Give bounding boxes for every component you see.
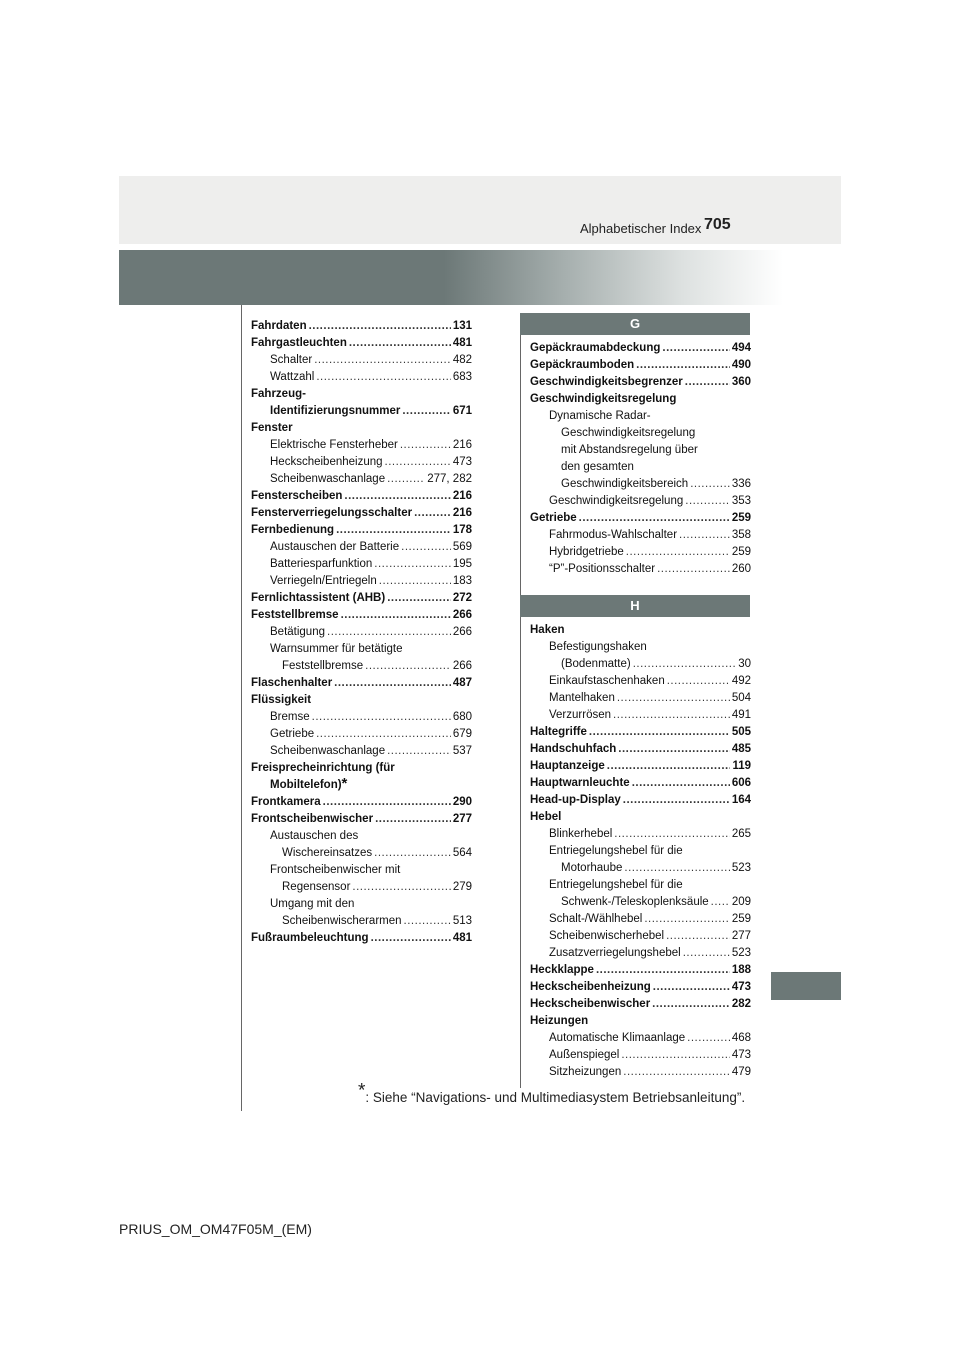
entry-page: 336 <box>731 478 751 490</box>
dot-leader <box>685 374 730 391</box>
index-entry <box>530 622 751 639</box>
entry-term: “P”-Positionsschalter <box>549 563 656 575</box>
entry-term: mit Abstandsregelung über <box>561 444 698 456</box>
entry-page: 290 <box>452 796 472 808</box>
index-entry <box>251 352 472 369</box>
index-entry <box>530 510 751 527</box>
dot-leader <box>613 707 730 724</box>
entry-page: 188 <box>731 964 751 976</box>
dot-leader <box>632 775 730 792</box>
index-entry <box>251 930 472 947</box>
dot-leader <box>385 454 451 471</box>
index-entry <box>251 590 472 607</box>
entry-page: 606 <box>731 777 751 789</box>
index-entry <box>251 896 472 913</box>
index-entry <box>530 826 751 843</box>
entry-term: Schalter <box>270 354 313 366</box>
index-entry <box>530 408 751 425</box>
dot-leader <box>365 658 451 675</box>
entry-page: 216 <box>452 439 472 451</box>
entry-page: 494 <box>731 342 751 354</box>
index-entry <box>530 758 751 775</box>
entry-page: 492 <box>731 675 751 687</box>
index-entry <box>530 476 751 493</box>
entry-term: Dynamische Radar- <box>549 410 651 422</box>
entry-page: 30 <box>738 658 751 670</box>
entry-term: Fensterscheiben <box>251 490 343 502</box>
entry-term: Scheibenwaschanlage <box>270 473 386 485</box>
entry-term: Scheibenwischerhebel <box>549 930 665 942</box>
footnote <box>358 1080 746 1105</box>
entry-page: 277 <box>731 930 751 942</box>
entry-page: 279 <box>452 881 472 893</box>
index-entry <box>251 369 472 386</box>
index-entry <box>251 828 472 845</box>
dot-leader <box>636 357 730 374</box>
dot-leader <box>414 505 451 522</box>
entry-page: 473 <box>452 456 472 468</box>
dot-leader <box>690 476 730 493</box>
section-header-g: G <box>520 313 750 335</box>
index-entry <box>530 561 751 578</box>
entry-term: Austauschen der Batterie <box>270 541 400 553</box>
page-number: 705 <box>704 216 731 233</box>
index-entry <box>530 843 751 860</box>
entry-page: 178 <box>452 524 472 536</box>
index-side-tab <box>771 972 841 1000</box>
entry-page: 491 <box>731 709 751 721</box>
entry-term: Austauschen des <box>270 830 359 842</box>
dot-leader <box>371 930 451 947</box>
entry-term: Verriegeln/Entriegeln <box>270 575 377 587</box>
index-entry <box>251 845 472 862</box>
entry-term: Befestigungshaken <box>549 641 647 653</box>
dot-leader <box>652 996 730 1013</box>
entry-term: Frontscheibenwischer <box>251 813 374 825</box>
dot-leader <box>607 758 731 775</box>
index-entry <box>530 357 751 374</box>
entry-page: 537 <box>452 745 472 757</box>
entry-term: den gesamten <box>561 461 634 473</box>
entry-page: 259 <box>731 546 751 558</box>
index-entry <box>530 1047 751 1064</box>
entry-term: Betätigung <box>270 626 325 638</box>
dot-leader <box>352 879 450 896</box>
entry-term: Elektrische Fensterheber <box>270 439 398 451</box>
dot-leader <box>679 527 730 544</box>
index-entry <box>530 945 751 962</box>
index-entry <box>530 442 751 459</box>
dot-leader <box>596 962 730 979</box>
index-entry <box>530 1030 751 1047</box>
dot-leader <box>374 845 451 862</box>
entry-page: 683 <box>452 371 472 383</box>
dot-leader <box>327 624 451 641</box>
index-entry <box>530 544 751 561</box>
entry-page: 282 <box>731 998 751 1010</box>
index-entry <box>251 335 472 352</box>
dot-leader <box>621 1047 729 1064</box>
entry-term: Feststellbremse <box>282 660 364 672</box>
index-entry <box>251 794 472 811</box>
entry-term: Warnsummer für betätigte <box>270 643 403 655</box>
entry-page: 473 <box>731 1049 751 1061</box>
index-entry <box>530 673 751 690</box>
entry-term: Gepäckraumboden <box>530 359 635 371</box>
index-entry <box>530 809 751 826</box>
entry-page: 523 <box>731 862 751 874</box>
dot-leader <box>401 539 451 556</box>
index-entry <box>251 403 472 420</box>
dot-leader <box>633 656 737 673</box>
entry-page: 266 <box>452 609 472 621</box>
entry-term: Fahrmodus-Wahlschalter <box>549 529 678 541</box>
index-entry <box>530 374 751 391</box>
index-entry <box>530 425 751 442</box>
dot-leader <box>579 510 730 527</box>
dot-leader <box>387 471 425 488</box>
footnote-text: : Siehe “Navigations- und Multimediasystem Betriebsanleitung”. <box>365 1090 746 1105</box>
entry-term: Haken <box>530 624 565 636</box>
index-entry <box>530 707 751 724</box>
entry-term: Fernbedienung <box>251 524 335 536</box>
entry-term: Haltegriffe <box>530 726 587 738</box>
index-entry <box>251 811 472 828</box>
index-entry <box>530 656 751 673</box>
dot-leader <box>309 318 451 335</box>
index-entry <box>251 913 472 930</box>
entry-term: Frontkamera <box>251 796 321 808</box>
document-id: PRIUS_OM_OM47F05M_(EM) <box>119 1221 312 1237</box>
entry-term: Fernlichtassistent (AHB) <box>251 592 386 604</box>
index-entry <box>530 1064 751 1081</box>
entry-term: Wischereinsatzes <box>282 847 373 859</box>
index-entry <box>251 743 472 760</box>
entry-term: Scheibenwischerarmen <box>282 915 402 927</box>
dot-leader <box>404 913 451 930</box>
entry-page: 260 <box>731 563 751 575</box>
column-divider-left <box>241 305 242 1111</box>
page-header <box>119 176 841 244</box>
dot-leader <box>314 352 451 369</box>
dot-leader <box>644 911 729 928</box>
index-entry <box>251 454 472 471</box>
entry-term: Fahrgastleuchten <box>251 337 347 349</box>
entry-term: Verzurrösen <box>549 709 612 721</box>
dot-leader <box>687 1030 730 1047</box>
entry-term: Mobiltelefon) <box>270 779 342 791</box>
index-entry <box>530 493 751 510</box>
index-entry <box>251 437 472 454</box>
entry-term: Geschwindigkeitsregelung <box>549 495 684 507</box>
entry-term: Frontscheibenwischer mit <box>270 864 401 876</box>
entry-term: Fensterverriegelungsschalter <box>251 507 413 519</box>
entry-page: 481 <box>452 337 472 349</box>
index-entry <box>251 556 472 573</box>
entry-term: Getriebe <box>530 512 577 524</box>
entry-page: 473 <box>731 981 751 993</box>
entry-page: 353 <box>731 495 751 507</box>
entry-page: 504 <box>731 692 751 704</box>
entry-page: 468 <box>731 1032 751 1044</box>
entry-term: Identifizierungsnummer <box>270 405 401 417</box>
entry-page: 358 <box>731 529 751 541</box>
index-column-right-g <box>530 340 751 578</box>
dot-leader <box>618 741 730 758</box>
entry-term: Einkaufstaschenhaken <box>549 675 665 687</box>
index-entry <box>251 624 472 641</box>
index-entry <box>530 894 751 911</box>
entry-page: 164 <box>731 794 751 806</box>
index-entry <box>251 505 472 522</box>
entry-page: 183 <box>452 575 472 587</box>
dot-leader <box>379 573 451 590</box>
dot-leader <box>623 1064 730 1081</box>
entry-term: Schwenk-/Teleskoplenksäule <box>561 896 709 908</box>
dot-leader <box>402 403 450 420</box>
dot-leader <box>334 675 451 692</box>
index-entry: Mobiltelefon) * <box>270 775 348 792</box>
dot-leader <box>316 726 451 743</box>
dot-leader <box>336 522 451 539</box>
index-entry <box>530 911 751 928</box>
index-entry <box>530 860 751 877</box>
dot-leader <box>400 437 451 454</box>
entry-page: 482 <box>452 354 472 366</box>
entry-page: 266 <box>452 660 472 672</box>
dot-leader <box>375 811 451 828</box>
section-header-h: H <box>520 595 750 617</box>
index-entry <box>251 522 472 539</box>
entry-term: Batteriesparfunktion <box>270 558 373 570</box>
index-entry <box>530 724 751 741</box>
entry-term: Getriebe <box>270 728 315 740</box>
dot-leader <box>614 826 730 843</box>
dot-leader <box>653 979 730 996</box>
entry-term: Fahrdaten <box>251 320 307 332</box>
entry-term: Geschwindigkeitsbereich <box>561 478 689 490</box>
index-column-left <box>251 318 472 947</box>
entry-term: Umgang mit den <box>270 898 355 910</box>
index-entry <box>530 527 751 544</box>
entry-page: 209 <box>731 896 751 908</box>
entry-page: 680 <box>452 711 472 723</box>
index-entry <box>530 340 751 357</box>
index-entry <box>251 641 472 658</box>
index-entry <box>530 877 751 894</box>
dot-leader <box>666 928 730 945</box>
index-entry <box>530 639 751 656</box>
entry-page: 266 <box>452 626 472 638</box>
entry-term: Heizungen <box>530 1015 589 1027</box>
entry-term: Sitzheizungen <box>549 1066 622 1078</box>
index-entry <box>530 962 751 979</box>
dot-leader <box>626 544 730 561</box>
entry-term: Fußraumbeleuchtung <box>251 932 369 944</box>
index-entry <box>530 1013 751 1030</box>
entry-page: 360 <box>731 376 751 388</box>
dot-leader <box>662 340 729 357</box>
entry-page: 265 <box>731 828 751 840</box>
index-entry <box>530 391 751 408</box>
entry-page: 671 <box>452 405 472 417</box>
entry-page: 490 <box>731 359 751 371</box>
entry-term: Heckscheibenheizung <box>270 456 383 468</box>
entry-page: 216 <box>452 507 472 519</box>
entry-term: Hybridgetriebe <box>549 546 624 558</box>
entry-term: Head-up-Display <box>530 794 621 806</box>
index-entry <box>530 775 751 792</box>
index-entry <box>251 573 472 590</box>
index-entry <box>251 692 472 709</box>
dot-leader <box>374 556 451 573</box>
index-entry <box>251 420 472 437</box>
entry-page: 259 <box>731 512 751 524</box>
index-entry <box>530 741 751 758</box>
footnote-mark: * <box>358 1080 366 1102</box>
entry-term: Hauptwarnleuchte <box>530 777 630 789</box>
entry-page: 513 <box>452 915 472 927</box>
entry-page: 564 <box>452 847 472 859</box>
entry-term: Flaschenhalter <box>251 677 333 689</box>
entry-term: Wattzahl <box>270 371 315 383</box>
index-entry <box>251 318 472 335</box>
entry-term: Blinkerhebel <box>549 828 613 840</box>
header-band <box>119 250 841 305</box>
entry-page: 216 <box>452 490 472 502</box>
entry-page: 195 <box>452 558 472 570</box>
dot-leader <box>349 335 451 352</box>
dot-leader <box>589 724 730 741</box>
index-entry <box>251 879 472 896</box>
index-entry <box>530 792 751 809</box>
index-entry <box>251 675 472 692</box>
entry-term: Freisprecheinrichtung (für <box>251 762 395 774</box>
index-entry <box>251 488 472 505</box>
entry-term: Heckscheibenheizung <box>530 981 651 993</box>
entry-term: Fahrzeug- <box>251 388 306 400</box>
index-column-right-h <box>530 622 751 1081</box>
entry-page: 487 <box>452 677 472 689</box>
index-entry <box>251 726 472 743</box>
entry-page: 569 <box>452 541 472 553</box>
dot-leader <box>387 590 451 607</box>
index-entry <box>530 459 751 476</box>
dot-leader <box>387 743 451 760</box>
index-entry <box>530 690 751 707</box>
entry-term: Geschwindigkeitsregelung <box>561 427 696 439</box>
entry-page: 679 <box>452 728 472 740</box>
entry-term: Flüssigkeit <box>251 694 312 706</box>
entry-term: Motorhaube <box>561 862 623 874</box>
dot-leader <box>624 860 729 877</box>
index-entry <box>251 471 472 488</box>
index-entry <box>530 928 751 945</box>
entry-page: 523 <box>731 947 751 959</box>
dot-leader <box>316 369 451 386</box>
entry-term: Automatische Klimaanlage <box>549 1032 686 1044</box>
dot-leader <box>711 894 730 911</box>
entry-term: Geschwindigkeitsregelung <box>530 393 677 405</box>
entry-term: Scheibenwaschanlage <box>270 745 386 757</box>
dot-leader <box>685 493 730 510</box>
entry-page: 259 <box>731 913 751 925</box>
dot-leader <box>623 792 730 809</box>
entry-term: Heckscheibenwischer <box>530 998 651 1010</box>
entry-page: 479 <box>731 1066 751 1078</box>
entry-term: Hebel <box>530 811 562 823</box>
entry-page: 505 <box>731 726 751 738</box>
index-entry <box>251 862 472 879</box>
column-divider-right <box>520 335 521 1088</box>
index-entry <box>530 979 751 996</box>
dot-leader <box>683 945 730 962</box>
dot-leader <box>667 673 730 690</box>
entry-term: Zusatzverriegelungshebel <box>549 947 681 959</box>
entry-term: Entriegelungshebel für die <box>549 845 683 857</box>
entry-page: 272 <box>452 592 472 604</box>
entry-term: Feststellbremse <box>251 609 339 621</box>
entry-term: Handschuhfach <box>530 743 617 755</box>
dot-leader <box>323 794 451 811</box>
entry-page: 277 <box>452 813 472 825</box>
entry-term: (Bodenmatte) <box>561 658 631 670</box>
dot-leader <box>341 607 451 624</box>
index-entry <box>530 996 751 1013</box>
index-entry <box>251 760 472 777</box>
section-title: Alphabetischer Index <box>580 221 702 236</box>
entry-page: 277, 282 <box>427 473 472 485</box>
entry-page: 119 <box>732 760 751 772</box>
dot-leader <box>657 561 730 578</box>
index-entry <box>251 539 472 556</box>
entry-page: 485 <box>731 743 751 755</box>
dot-leader <box>617 690 730 707</box>
entry-term: Bremse <box>270 711 310 723</box>
entry-term: Schalt-/Wählhebel <box>549 913 643 925</box>
dot-leader <box>312 709 451 726</box>
index-entry <box>251 709 472 726</box>
entry-page: 131 <box>452 320 472 332</box>
index-entry <box>251 607 472 624</box>
entry-term: Außenspiegel <box>549 1049 620 1061</box>
entry-page: 481 <box>452 932 472 944</box>
entry-term: Mantelhaken <box>549 692 615 704</box>
entry-term: Regensensor <box>282 881 351 893</box>
index-entry <box>251 658 472 675</box>
entry-term: Fenster <box>251 422 293 434</box>
entry-term: Hauptanzeige <box>530 760 605 772</box>
entry-term: Geschwindigkeitsbegrenzer <box>530 376 683 388</box>
index-entry <box>251 386 472 403</box>
entry-term: Heckklappe <box>530 964 594 976</box>
dot-leader <box>344 488 450 505</box>
entry-term: Entriegelungshebel für die <box>549 879 683 891</box>
entry-term: Gepäckraumabdeckung <box>530 342 661 354</box>
